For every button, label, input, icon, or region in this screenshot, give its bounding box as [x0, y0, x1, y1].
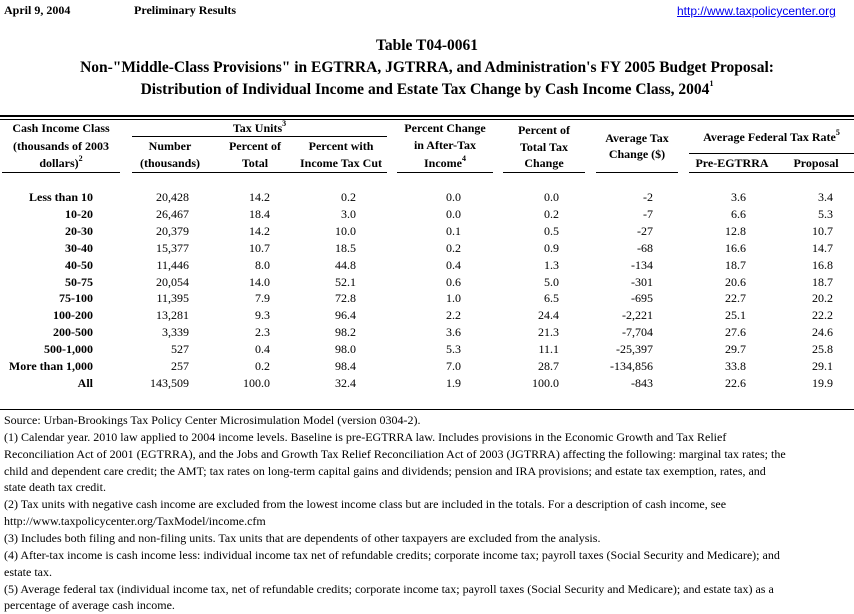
cell-pct-total-tax: 5.0 — [544, 274, 559, 289]
table-id: Table T04-0061 — [375, 37, 479, 54]
cell-number: 13,281 — [156, 308, 189, 323]
col-pct-total-tax-line1: Percent of — [517, 123, 571, 137]
footnote-line: (1) Calendar year. 2010 law applied to 2004 income levels. Baseline is pre-EGTRRA law. Includes provisions in the Economic Growth and Tax Relief — [4, 429, 727, 444]
cell-number: 143,509 — [150, 375, 189, 390]
col-tax-units-text: Tax Units — [232, 121, 283, 135]
cell-pre-egtrra: 29.7 — [725, 342, 746, 357]
cell-pre-egtrra: 3.6 — [731, 190, 746, 204]
cell-number: 11,446 — [156, 257, 189, 272]
cell-pct-total-tax: 28.7 — [538, 359, 559, 373]
cell-proposal: 10.7 — [812, 223, 833, 238]
footnote-ref-2: 2 — [78, 154, 83, 163]
taxpolicycenter-link[interactable]: http://www.taxpolicycenter.org — [677, 4, 836, 18]
cell-pre-egtrra: 22.6 — [725, 375, 746, 390]
row-income-class: 200-500 — [53, 325, 93, 340]
cell-pct-total: 100.0 — [243, 375, 270, 390]
cell-pre-egtrra: 25.1 — [725, 308, 746, 323]
cell-pre-egtrra: 22.7 — [725, 291, 746, 306]
pct-change-underline — [397, 172, 493, 173]
bottom-rule — [0, 409, 854, 410]
cell-pct-total: 7.9 — [255, 291, 270, 306]
footnote-line: (4) After-tax income is cash income less: individual income tax net of refundable credits; corporate income tax; payroll taxes (Social Security and Medicare); and — [4, 547, 780, 562]
cell-pct-cut: 96.4 — [335, 308, 356, 323]
row-income-class: 10-20 — [65, 206, 93, 221]
col-pct-total-tax-line2: Total Tax — [520, 140, 568, 154]
cell-proposal: 16.8 — [812, 257, 833, 272]
cell-pct-total-tax: 0.0 — [544, 190, 559, 204]
col-income-class-line3-text: dollars) — [39, 156, 79, 170]
cell-pre-egtrra: 18.7 — [725, 257, 746, 272]
cell-avg-tax-change: -7 — [643, 206, 653, 221]
top-rule-inner — [0, 119, 854, 120]
cell-pct-cut: 44.8 — [335, 257, 356, 272]
source-note: Source: Urban-Brookings Tax Policy Center Microsimulation Model (version 0304-2). — [4, 413, 421, 427]
cell-pre-egtrra: 12.8 — [725, 223, 746, 238]
cell-pct-total: 2.3 — [255, 325, 270, 340]
cell-pct-total-tax: 1.3 — [544, 257, 559, 272]
cell-proposal: 24.6 — [812, 325, 833, 340]
row-income-class: 40-50 — [65, 257, 93, 272]
report-date: April 9, 2004 — [4, 3, 71, 17]
col-proposal: Proposal — [793, 156, 839, 170]
cell-pct-cut: 3.0 — [341, 206, 356, 221]
footnote-line: percentage of average cash income. — [4, 598, 175, 613]
cell-avg-tax-change: -843 — [631, 375, 653, 390]
title-line3-text: Distribution of Individual Income and Estate Tax Change by Cash Income Class, 2004 — [140, 81, 710, 98]
cell-pct-total: 0.4 — [255, 342, 270, 357]
cell-pct-total: 9.3 — [255, 308, 270, 323]
cell-pct-cut: 10.0 — [335, 223, 356, 238]
cell-pct-total: 14.0 — [249, 274, 270, 289]
cell-avg-tax-change: -695 — [631, 291, 653, 306]
cell-pct-total-tax: 21.3 — [538, 325, 559, 340]
avg-fed-rate-subunderline — [689, 172, 854, 173]
cell-avg-tax-change: -134,856 — [610, 359, 653, 373]
row-income-class: More than 1,000 — [8, 359, 93, 373]
cell-avg-tax-change: -7,704 — [622, 325, 653, 340]
col-number-line1: Number — [148, 139, 192, 153]
col-avg-tax-change-line2: Change ($) — [608, 147, 666, 161]
col-pct-change-line2: in After-Tax — [413, 138, 477, 152]
cell-pct-total-tax: 24.4 — [538, 308, 559, 323]
cell-proposal: 3.4 — [818, 190, 833, 204]
cell-pre-egtrra: 27.6 — [725, 325, 746, 340]
col-income-class-line2: (thousands of 2003 — [12, 139, 110, 153]
cell-pre-egtrra: 33.8 — [725, 359, 746, 373]
cell-pct-cut: 98.0 — [335, 342, 356, 357]
top-rule — [0, 115, 854, 117]
footnote-ref-5: 5 — [835, 128, 840, 137]
pct-total-tax-underline — [503, 172, 585, 173]
cell-proposal: 29.1 — [812, 359, 833, 373]
cell-pct-change: 0.6 — [446, 274, 461, 289]
col-pct-total-line2: Total — [241, 156, 269, 170]
col-tax-units — [132, 121, 387, 136]
cell-pct-total: 0.2 — [255, 359, 270, 373]
cell-pct-total: 8.0 — [255, 257, 270, 272]
col-income-class-line1: Cash Income Class — [12, 121, 110, 135]
cell-avg-tax-change: -2,221 — [622, 308, 653, 323]
row-income-class: 75-100 — [59, 291, 93, 306]
cell-pct-cut: 32.4 — [335, 375, 356, 390]
table-title-line2: Non-"Middle-Class Provisions" in EGTRRA, JGTRRA, and Administration's FY 2005 Budget Proposal: — [80, 59, 774, 76]
cell-pct-change: 5.3 — [446, 342, 461, 357]
cell-pct-total: 14.2 — [249, 223, 270, 238]
row-income-class: 30-40 — [65, 240, 93, 255]
row-income-class: 50-75 — [65, 274, 93, 289]
cell-pct-change: 0.4 — [446, 257, 461, 272]
cell-number: 20,379 — [156, 223, 189, 238]
tax-units-underline — [132, 136, 387, 137]
cell-pct-total-tax: 0.9 — [544, 240, 559, 255]
row-income-class: 500-1,000 — [44, 342, 93, 357]
cell-avg-tax-change: -25,397 — [616, 342, 653, 357]
cell-pct-total-tax: 100.0 — [532, 375, 559, 390]
cell-pct-cut: 98.2 — [335, 325, 356, 340]
cell-number: 3,339 — [162, 325, 189, 340]
cell-pct-total: 18.4 — [249, 206, 270, 221]
cell-proposal: 19.9 — [812, 375, 833, 390]
cell-pct-change: 0.2 — [446, 240, 461, 255]
col-pct-change-line3-text: Income — [424, 156, 462, 170]
cell-pct-cut: 0.2 — [341, 190, 356, 204]
cell-number: 26,467 — [156, 206, 189, 221]
cell-proposal: 18.7 — [812, 274, 833, 289]
cell-pct-cut: 72.8 — [335, 291, 356, 306]
footnote-line: http://www.taxpolicycenter.org/TaxModel/income.cfm — [4, 514, 266, 529]
cell-proposal: 22.2 — [812, 308, 833, 323]
footnote-line: (5) Average federal tax (individual income tax, net of refundable credits; corporate income tax; payroll taxes (Social Security and Medicare); and estate tax) as a — [4, 581, 774, 596]
cell-number: 20,428 — [156, 190, 189, 204]
row-income-class: All — [77, 375, 93, 390]
col-avg-fed-rate — [689, 130, 854, 145]
col-avg-tax-change-line1: Average Tax — [605, 131, 669, 145]
report-status: Preliminary Results — [134, 3, 237, 17]
cell-pct-change: 0.1 — [446, 223, 461, 238]
col-pct-change-line1: Percent Change — [404, 121, 486, 135]
row-income-class: 20-30 — [65, 223, 93, 238]
cell-number: 527 — [171, 342, 189, 357]
col-pct-cut-line2: Income Tax Cut — [299, 156, 382, 170]
cell-avg-tax-change: -68 — [637, 240, 653, 255]
cell-pct-change: 1.9 — [446, 375, 461, 390]
cell-pct-total-tax: 11.1 — [538, 342, 559, 357]
col-income-class-line3 — [2, 156, 120, 171]
cell-pct-change: 0.0 — [446, 190, 461, 204]
footnote-line: state death tax credit. — [4, 480, 106, 495]
col-pre-egtrra: Pre-EGTRRA — [695, 156, 769, 170]
col-number-line2: (thousands) — [139, 156, 201, 170]
footnote-ref-3: 3 — [282, 119, 287, 128]
cell-number: 257 — [171, 359, 189, 373]
cell-number: 20,054 — [156, 274, 189, 289]
cell-proposal: 5.3 — [818, 206, 833, 221]
avg-fed-rate-underline — [689, 153, 854, 154]
cell-pct-total-tax: 0.2 — [544, 206, 559, 221]
cell-pct-total-tax: 0.5 — [544, 223, 559, 238]
income-class-underline — [2, 172, 120, 173]
col-pct-change-line3 — [397, 156, 493, 171]
cell-pct-total: 10.7 — [249, 240, 270, 255]
col-pct-total-tax-line3: Change — [524, 156, 564, 170]
footnote-line: child and dependent care credit; the AMT; tax rates on long-term capital gains and dividends; pension and IRA provisions; and estate tax exemption, rates, and — [4, 463, 766, 478]
cell-avg-tax-change: -134 — [631, 257, 653, 272]
cell-pct-cut: 52.1 — [335, 274, 356, 289]
cell-pct-cut: 18.5 — [335, 240, 356, 255]
cell-proposal: 14.7 — [812, 240, 833, 255]
footnote-ref-1: 1 — [709, 79, 714, 88]
cell-pct-total: 14.2 — [249, 190, 270, 204]
footnote-line: estate tax. — [4, 564, 52, 579]
cell-number: 11,395 — [156, 291, 189, 306]
footnote-ref-4: 4 — [462, 154, 466, 163]
cell-pct-change: 2.2 — [446, 308, 461, 323]
cell-pre-egtrra: 6.6 — [731, 206, 746, 221]
col-pct-cut-line1: Percent with — [308, 139, 374, 153]
cell-avg-tax-change: -301 — [631, 274, 653, 289]
avg-tax-change-underline — [596, 172, 678, 173]
footnote-line: Reconciliation Act of 2001 (EGTRRA), and the Jobs and Growth Tax Relief Reconciliation Act of 2003 (JGTRRA) affecting the following: marginal tax rates; the — [4, 446, 786, 461]
table-title-line3 — [0, 81, 854, 99]
cell-number: 15,377 — [156, 240, 189, 255]
cell-pct-change: 3.6 — [446, 325, 461, 340]
row-income-class: 100-200 — [53, 308, 93, 323]
cell-proposal: 25.8 — [812, 342, 833, 357]
cell-pct-change: 0.0 — [446, 206, 461, 221]
row-income-class: Less than 10 — [28, 190, 93, 204]
footnote-line: (2) Tax units with negative cash income are excluded from the lowest income class but are included in the totals. For a description of cash income, see — [4, 497, 727, 512]
cell-pre-egtrra: 20.6 — [725, 274, 746, 289]
col-avg-fed-rate-text: Average Federal Tax Rate — [703, 130, 836, 144]
cell-avg-tax-change: -2 — [643, 190, 653, 204]
cell-pct-change: 1.0 — [446, 291, 461, 306]
cell-pre-egtrra: 16.6 — [725, 240, 746, 255]
cell-avg-tax-change: -27 — [637, 223, 653, 238]
cell-pct-total-tax: 6.5 — [544, 291, 559, 306]
tax-units-subunderline — [132, 172, 387, 173]
cell-pct-cut: 98.4 — [335, 359, 356, 373]
col-pct-total-line1: Percent of — [228, 139, 282, 153]
footnote-line: (3) Includes both filing and non-filing units. Tax units that are dependents of other taxpayers are excluded from the analysis. — [4, 530, 601, 545]
cell-pct-change: 7.0 — [446, 359, 461, 373]
cell-proposal: 20.2 — [812, 291, 833, 306]
